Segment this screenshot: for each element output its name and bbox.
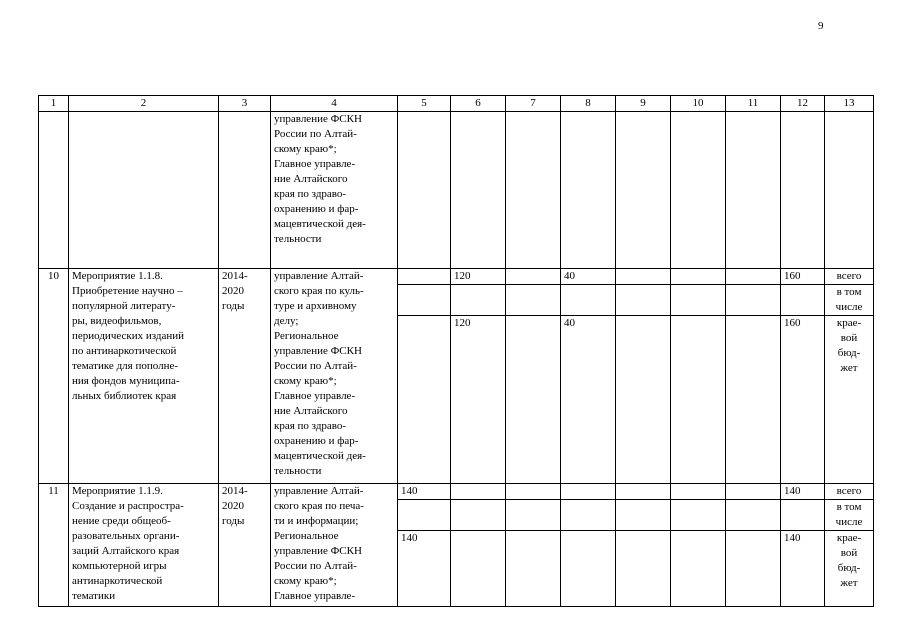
funding-label: всего <box>825 484 874 500</box>
header-cell: 13 <box>825 96 874 112</box>
value-cell <box>671 269 726 285</box>
value-cell <box>561 484 616 500</box>
value-cell <box>398 269 451 285</box>
value-cell <box>451 531 506 607</box>
value-cell: 160 <box>781 269 825 285</box>
page-number: 9 <box>818 20 824 32</box>
value-cell <box>671 531 726 607</box>
header-cell: 10 <box>671 96 726 112</box>
header-row <box>39 96 874 112</box>
executors-cell: управление ФСКН России по Алтай- скому краю*; Главное управле- ние Алтайского края по здраво- охранению и фар- мацевтической дея- тельности <box>271 112 398 269</box>
value-cell <box>506 269 561 285</box>
value-cell: 40 <box>561 269 616 285</box>
value-cell <box>726 531 781 607</box>
funding-label: всего <box>825 269 874 285</box>
value-cell <box>616 484 671 500</box>
continuation-row <box>39 112 874 269</box>
header-cell: 9 <box>616 96 671 112</box>
program-table <box>38 95 874 607</box>
value-cell <box>451 484 506 500</box>
funding-label: крае- вой бюд- жет <box>825 531 874 607</box>
value-cell: 40 <box>561 316 616 484</box>
event-description: Мероприятие 1.1.9. Создание и распростра- нение среди общеоб- разовательных органи- заций Алтайского края компьютерной игры антинаркотической тематики <box>69 484 219 607</box>
table-row-total <box>39 484 874 500</box>
value-cell: 120 <box>451 269 506 285</box>
header-cell: 11 <box>726 96 781 112</box>
funding-label: в том числе <box>825 500 874 531</box>
header-cell: 2 <box>69 96 219 112</box>
header-cell: 1 <box>39 96 69 112</box>
header-cell: 6 <box>451 96 506 112</box>
value-cell <box>616 269 671 285</box>
value-cell <box>726 484 781 500</box>
header-cell: 5 <box>398 96 451 112</box>
value-cell: 140 <box>781 484 825 500</box>
row-number: 11 <box>39 484 69 607</box>
value-cell <box>561 531 616 607</box>
event-description: Мероприятие 1.1.8. Приобретение научно – популярной литерату- ры, видеофильмов, периодических изданий по антинаркотической тематике для пополне- ния фондов муниципа- льных библиотек края <box>69 269 219 484</box>
value-cell: 120 <box>451 316 506 484</box>
period-cell: 2014- 2020 годы <box>219 269 271 484</box>
value-cell <box>726 269 781 285</box>
value-cell <box>506 484 561 500</box>
value-cell: 160 <box>781 316 825 484</box>
period-cell: 2014- 2020 годы <box>219 484 271 607</box>
row-number: 10 <box>39 269 69 484</box>
table-row-total <box>39 269 874 285</box>
value-cell <box>616 316 671 484</box>
executors-cell: управление Алтай- ского края по куль- туре и архивному делу; Региональное управление ФСКН России по Алтай- скому краю*; Главное управле- ние Алтайского края по здраво- охранению и фар- мацевтической дея- тельности <box>271 269 398 484</box>
value-cell <box>616 531 671 607</box>
value-cell: 140 <box>781 531 825 607</box>
header-cell: 3 <box>219 96 271 112</box>
executors-cell: управление Алтай- ского края по печа- ти и информации; Региональное управление ФСКН России по Алтай- скому краю*; Главное управле- <box>271 484 398 607</box>
value-cell <box>398 316 451 484</box>
header-cell: 4 <box>271 96 398 112</box>
value-cell <box>726 316 781 484</box>
header-cell: 12 <box>781 96 825 112</box>
funding-label: крае- вой бюд- жет <box>825 316 874 484</box>
value-cell <box>671 484 726 500</box>
header-cell: 8 <box>561 96 616 112</box>
header-cell: 7 <box>506 96 561 112</box>
value-cell <box>671 316 726 484</box>
funding-label: в том числе <box>825 285 874 316</box>
value-cell <box>506 531 561 607</box>
value-cell <box>506 316 561 484</box>
value-cell: 140 <box>398 531 451 607</box>
value-cell: 140 <box>398 484 451 500</box>
